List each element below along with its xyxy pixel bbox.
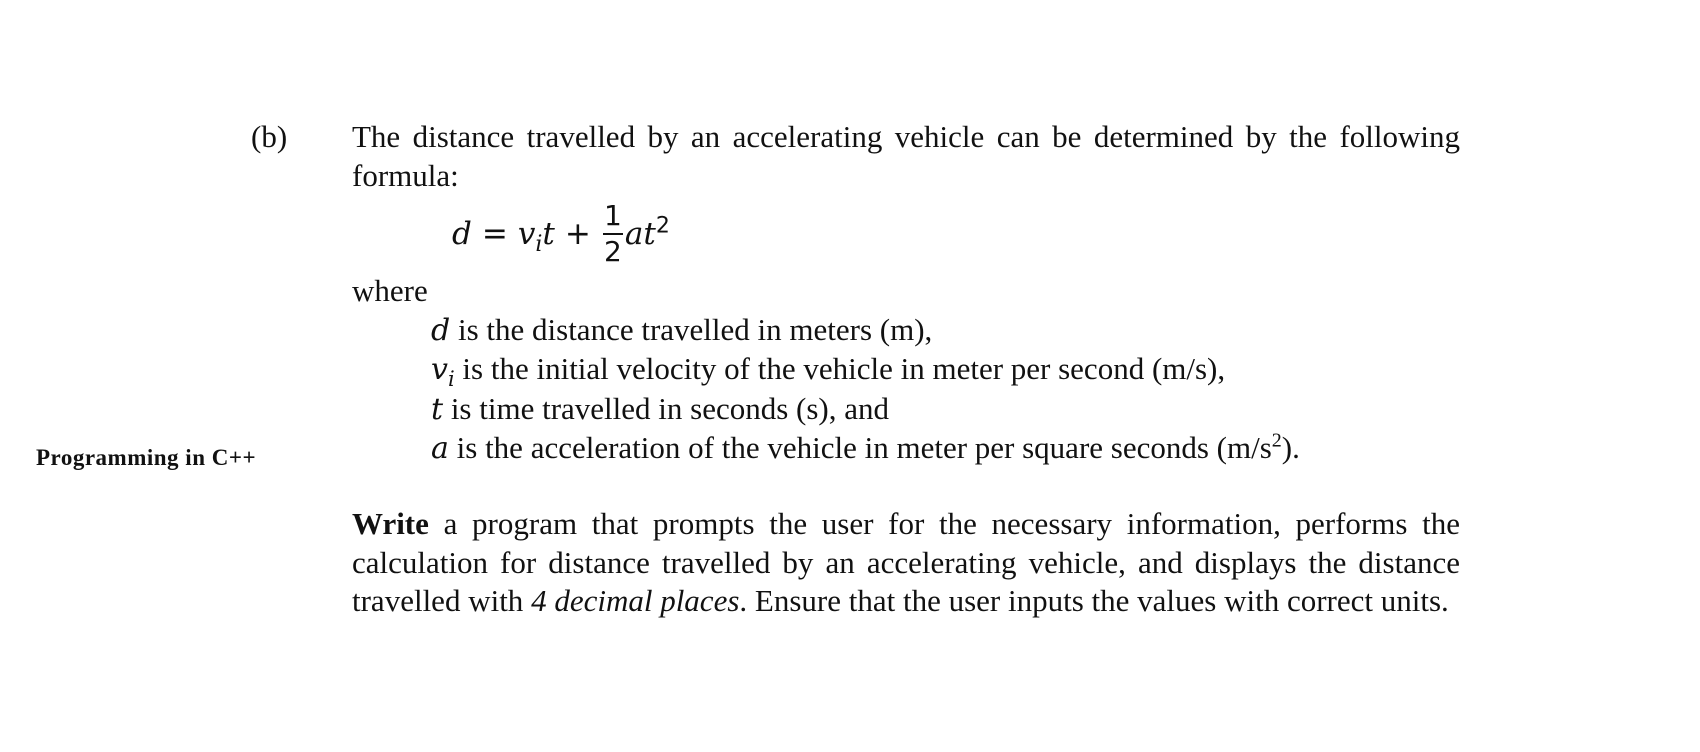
- definition-symbol: a: [431, 430, 449, 466]
- distance-formula: [452, 192, 670, 276]
- definition-tail: ).: [1281, 429, 1300, 465]
- definition-t: [431, 389, 1300, 428]
- definition-a: [431, 428, 1300, 467]
- definition-symbol: d: [431, 313, 451, 348]
- fraction-denominator: 2: [603, 235, 622, 268]
- question-intro: The distance travelled by an accelerating vehicle can be determined by the following formula:: [352, 119, 1460, 193]
- formula-t: t: [542, 216, 555, 252]
- formula-d: d: [452, 216, 472, 252]
- formula-plus: +: [564, 216, 591, 252]
- side-course-label: Programming in C++: [36, 445, 257, 470]
- formula-a: a: [624, 216, 644, 252]
- definition-text: is the initial velocity of the vehicle in meter per second (m/s),: [454, 351, 1226, 387]
- formula-fraction: [603, 200, 623, 268]
- question-label: (b): [251, 119, 288, 154]
- formula-equals: =: [481, 216, 508, 252]
- fraction-numerator: 1: [603, 199, 622, 232]
- task-paragraph: [352, 505, 1460, 621]
- definition-text: is time travelled in seconds (s), and: [443, 390, 890, 426]
- definition-d: [431, 310, 1300, 349]
- definition-text: is the acceleration of the vehicle in meter per square seconds (m/s: [448, 429, 1272, 465]
- task-text-1: a program that prompts the user for the necessary information, performs the calculation for distance travelled by an accelerating vehicle, and displays the distance travelled with: [352, 506, 1460, 618]
- task-italic: 4 decimal places: [531, 583, 740, 618]
- task-bold-verb: Write: [352, 506, 429, 541]
- definition-text: is the distance travelled in meters (m),: [450, 312, 933, 347]
- where-label: where: [352, 273, 428, 308]
- definition-symbol: t: [431, 391, 444, 427]
- formula-v: $v_i$: [517, 216, 543, 258]
- formula-t-squared: $t^2$: [643, 213, 670, 252]
- definition-vi: [431, 349, 1300, 392]
- task-text-2: . Ensure that the user inputs the values with correct units.: [739, 583, 1449, 618]
- definition-superscript: 2: [1271, 429, 1282, 452]
- definition-symbol: $v_i$: [431, 352, 455, 392]
- definitions-list: [431, 310, 1300, 467]
